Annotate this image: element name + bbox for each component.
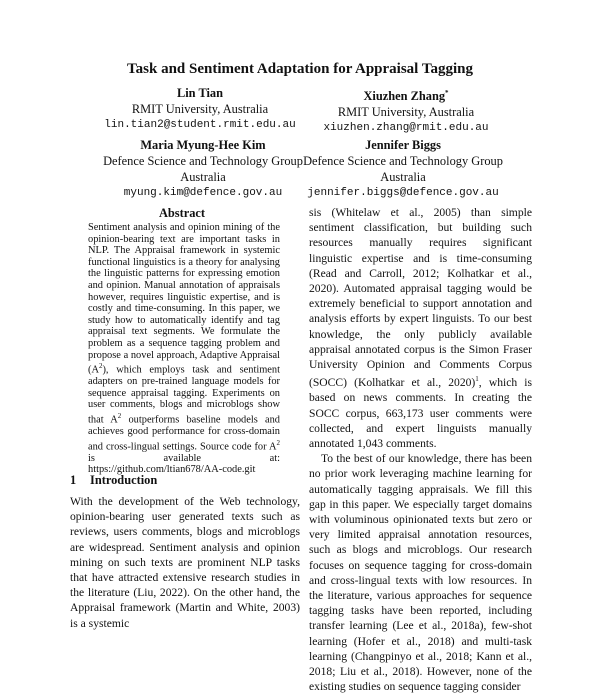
abstract-part: outperforms baseline models and achieves good performance for cross-domain and cross-lingual settings. Source code for A — [88, 414, 281, 453]
paper-title: Task and Sentiment Adaptation for Appraisal Tagging — [127, 61, 473, 77]
author-country: Australia — [180, 170, 226, 184]
right-column — [309, 205, 532, 694]
author-block-3 — [88, 137, 318, 201]
abstract-part: is available at: https://github.com/ltian678/AA-code.git — [88, 452, 280, 476]
paragraph-part: , which is based on news comments. In creating the SOCC corpus, 663,173 user comments were collected, and expert linguists manually annotated 1,043 comments. — [309, 376, 533, 450]
author-name: Lin Tian — [176, 86, 224, 100]
author-affiliation: Defence Science and Technology Group — [303, 154, 503, 168]
intro-paragraph-left: With the development of the Web technology, opinion-bearing user generated texts such as reviews, users comments, blogs and microblogs are widespread. Sentiment analysis and opinion mining on such texts are prominent NLP tasks that have attracted extensive research studies in the literature (Liu, 2022). On the other hand, the Appraisal framework (Martin and White, 2003) is a systemic — [70, 495, 300, 630]
author-name-text: Xiuzhen Zhang — [363, 89, 446, 104]
author-country: Australia — [380, 170, 426, 184]
author-block-2 — [296, 85, 516, 136]
author-name: Maria Myung-Hee Kim — [140, 138, 266, 152]
superscript: 2 — [276, 438, 280, 447]
abstract-part: ), which employs task and sentiment adapters on pre-trained language models for sequence appraisal tagging. Experiments on user comments, blogs and microblogs show that A — [88, 364, 280, 426]
right-paragraph-2: To the best of our knowledge, there has been no prior work leveraging machine learning for automatically tagging appraisals. We fill this gap in this paper. We especially target domains with voluminous opinionated texts but zero or very limited appraisal annotation resources, such as blogs and microblogs. Our research focuses on sequence tagging for cross-domain and cross-lingual texts with low resources. In the literature, various approaches for sequence tagging tasks have been reported, including transfer learning (Lee et al., 2018a), few-shot learning (Hofer et al., 2018) and multi-task learning (Changpinyo et al., 2018; Kann et al., 2018; Liu et al., 2018). However, none of the existing studies on sequence tagging consider — [309, 452, 532, 694]
author-block-1 — [90, 85, 310, 133]
author-affiliation: Defence Science and Technology Group — [103, 154, 303, 168]
superscript: 2 — [117, 411, 122, 420]
right-paragraph-1 — [309, 205, 532, 451]
abstract-text — [88, 222, 280, 476]
author-affiliation: RMIT University, Australia — [131, 102, 269, 116]
paragraph-part: sis (Whitelaw et al., 2005) than simple sentiment classification, but building such resources manually requires significant linguistic expertise and is time-consuming (Read and Carroll, 2012; Kolhatkar et al., 2020). Automated appraisal tagging would be extremely beneficial to support annotation and analysis efforts by expert linguists. To our best knowledge, the only publicly available appraisal annotated corpus is the Simon Fraser University Opinion and Comments Corpus (SOCC) (Kolhatkar et al., 2020) — [309, 206, 532, 390]
author-name: Jennifer Biggs — [365, 138, 441, 152]
author-email: jennifer.biggs@defence.gov.au — [307, 187, 499, 199]
author-email: lin.tian2@student.rmit.edu.au — [104, 119, 296, 131]
abstract-heading: Abstract — [158, 206, 206, 220]
author-email: myung.kim@defence.gov.au — [123, 187, 283, 199]
corresponding-author-marker: * — [445, 89, 449, 97]
footnote-marker: 1 — [475, 375, 479, 384]
author-email: xiuzhen.zhang@rmit.edu.au — [323, 122, 489, 135]
abstract-part: Sentiment analysis and opinion mining of the opinion-bearing text are important tasks in NLP. The Appraisal framework in systemic functional linguistics is a theory for analysing the linguistic patterns for expressing emotion and opinion. Manual annotation of appraisals however, requires linguistic expertise, and is costly and time-consuming. In this paper, we study how to automatically identify and tag appraisal text segments. We formulate the problem as a sequence tagging problem and propose a novel approach, Adaptive Appraisal (A — [88, 222, 280, 376]
author-block-4 — [288, 137, 518, 201]
author-affiliation: RMIT University, Australia — [337, 105, 475, 120]
section-heading-introduction — [70, 472, 300, 488]
author-name — [296, 85, 516, 104]
superscript: 2 — [98, 362, 103, 371]
section-number: 1 — [70, 473, 77, 487]
section-title: Introduction — [90, 473, 158, 487]
